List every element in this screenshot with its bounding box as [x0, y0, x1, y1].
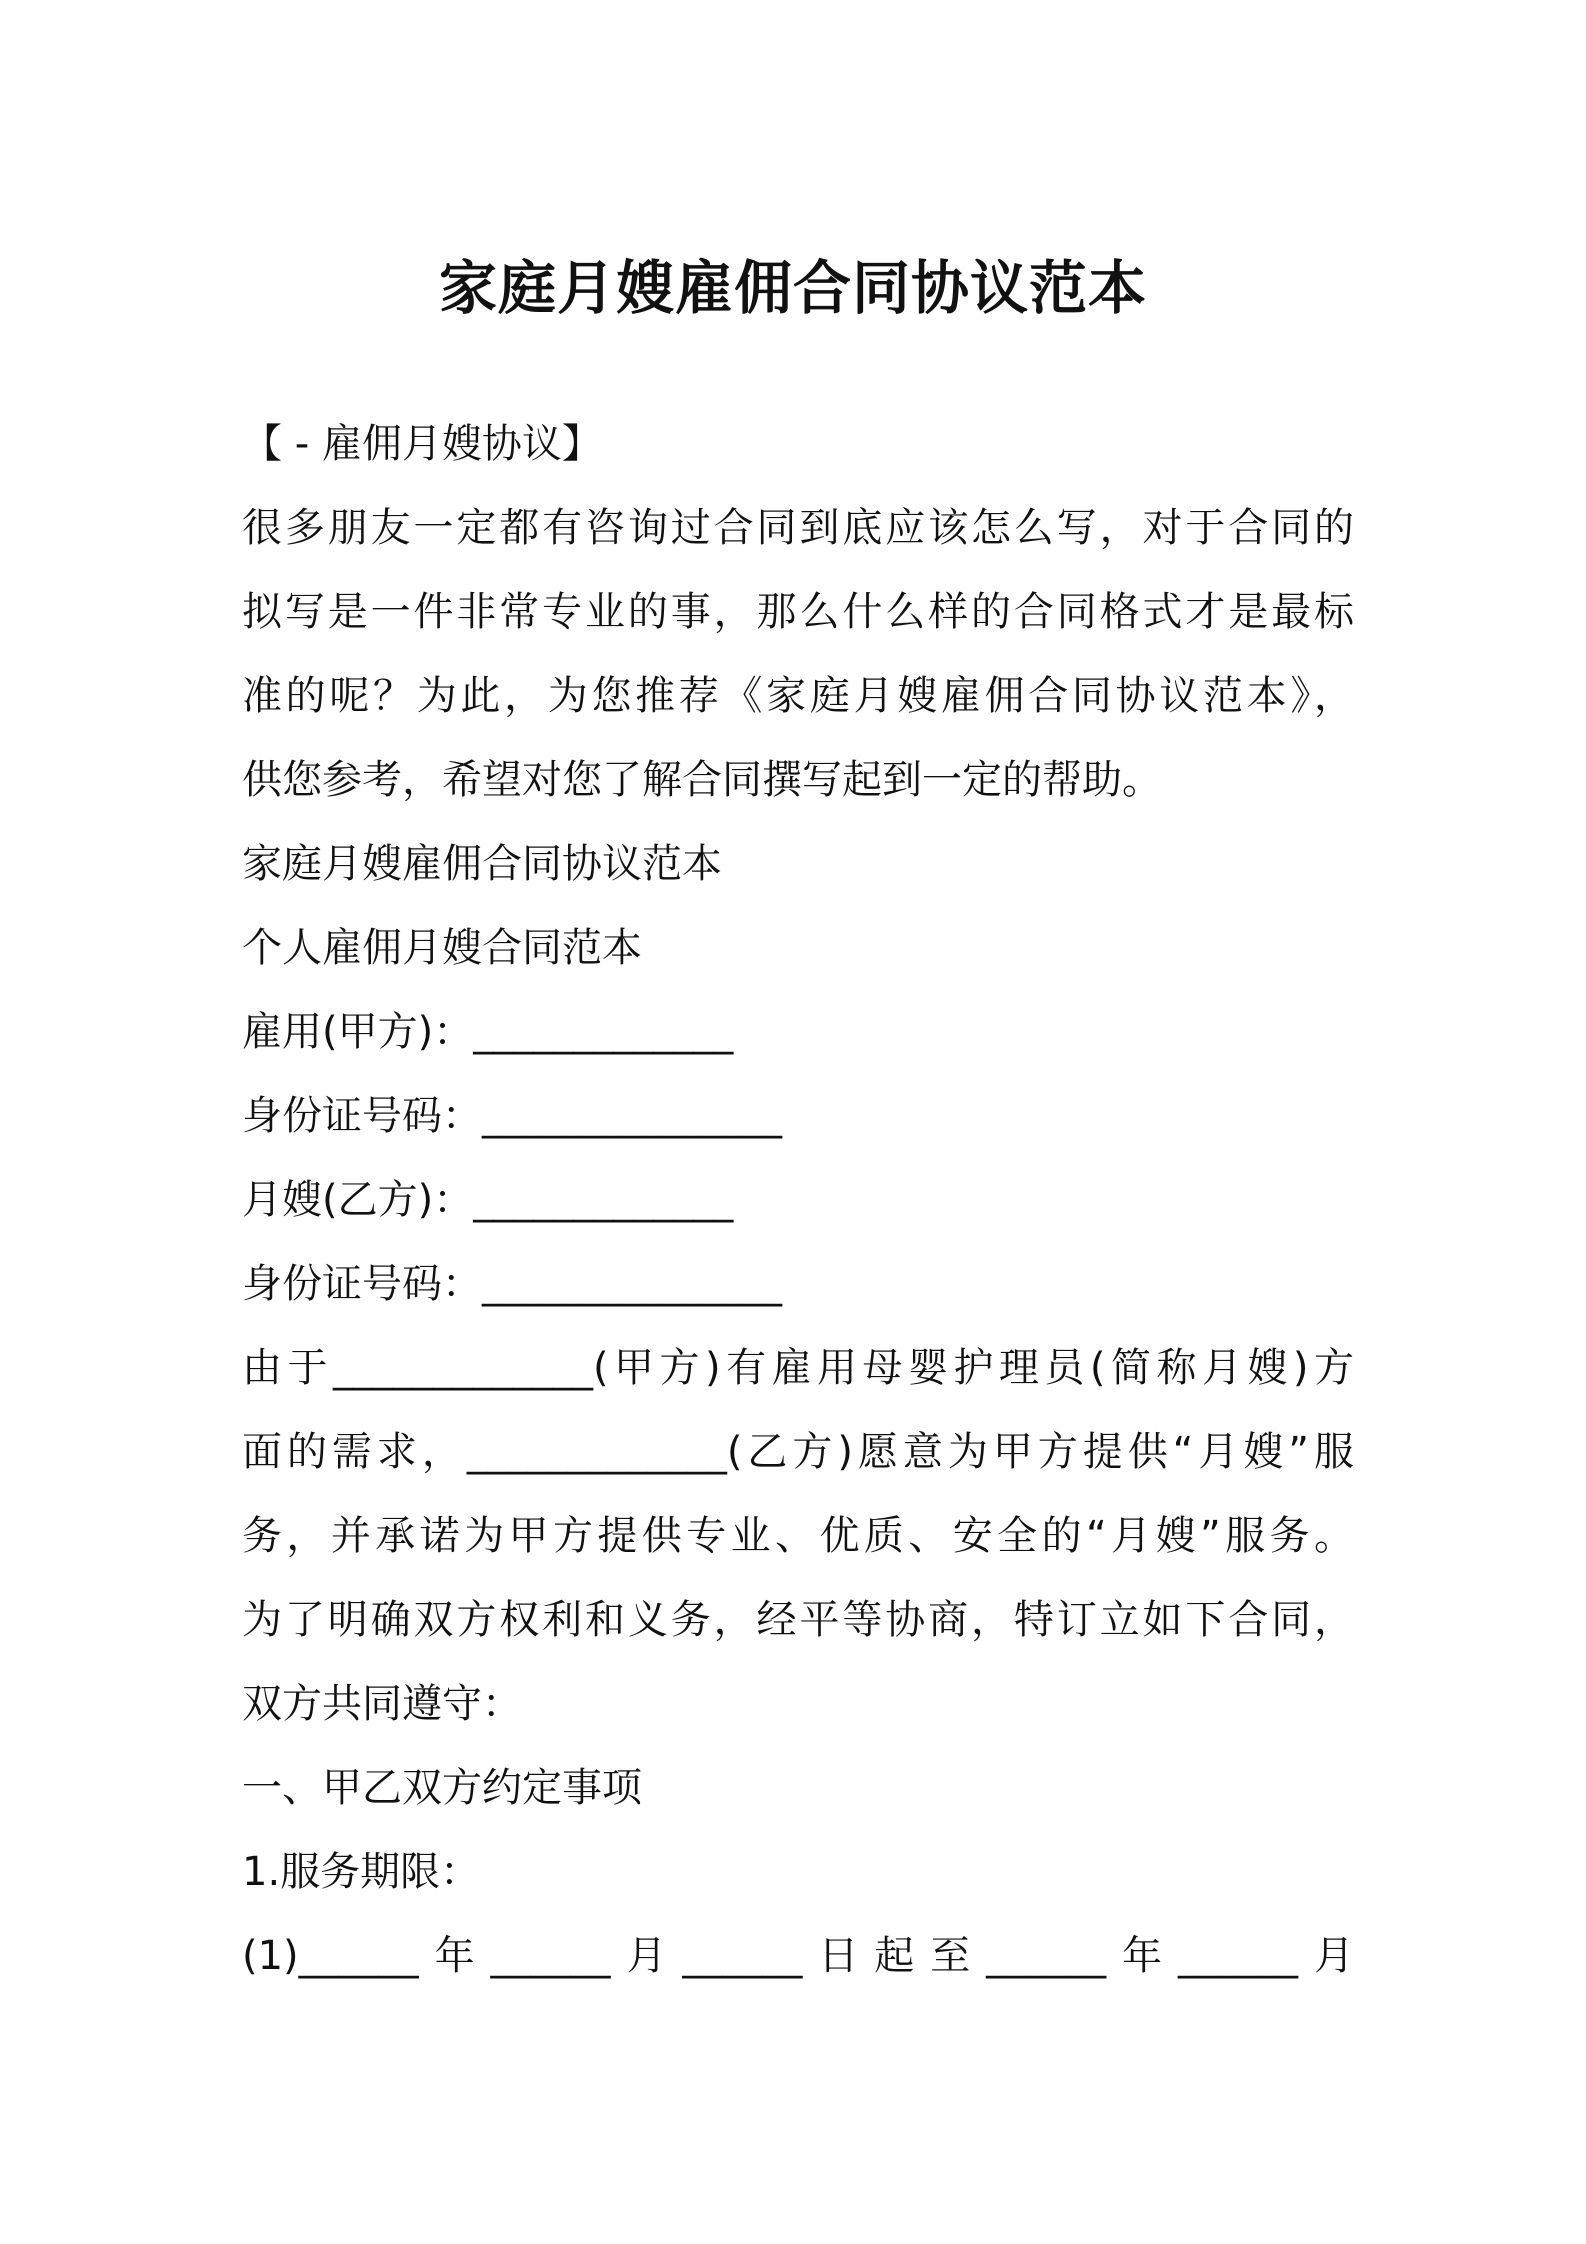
article-one-heading: 一、甲乙双方约定事项 [242, 1765, 642, 1811]
intro-paragraph-line-3: 准的呢？为此，为您推荐《家庭月嫂雇佣合同协议范本》， [242, 673, 1354, 719]
party-a-id-field: 身份证号码：_______________ [242, 1093, 782, 1139]
preamble-line-3: 务，并承诺为甲方提供专业、优质、安全的“月嫂”服务。 [242, 1513, 1354, 1559]
intro-paragraph-line-4: 供您参考，希望对您了解合同撰写起到一定的帮助。 [242, 757, 1162, 803]
party-a-field: 雇用(甲方)：_____________ [242, 1009, 734, 1055]
contract-type-heading: 个人雇佣月嫂合同范本 [242, 925, 642, 971]
preamble-line-4: 为了明确双方权利和义务，经平等协商，特订立如下合同， [242, 1597, 1354, 1643]
contract-subtitle: 家庭月嫂雇佣合同协议范本 [242, 841, 722, 887]
preamble-line-1: 由于_____________(甲方)有雇用母婴护理员(简称月嫂)方 [242, 1345, 1354, 1391]
document-title: 家庭月嫂雇佣合同协议范本 [438, 254, 1147, 322]
preamble-line-2: 面的需求，_____________(乙方)愿意为甲方提供“月嫂”服 [242, 1429, 1354, 1475]
intro-paragraph-line-1: 很多朋友一定都有咨询过合同到底应该怎么写，对于合同的 [242, 505, 1354, 551]
section-heading-hire-nanny: 【 - 雇佣月嫂协议】 [242, 421, 602, 467]
preamble-line-5: 双方共同遵守： [242, 1681, 522, 1727]
party-b-id-field: 身份证号码：_______________ [242, 1261, 782, 1307]
party-b-field: 月嫂(乙方)：_____________ [242, 1177, 734, 1223]
service-period-heading: 1.服务期限： [242, 1849, 481, 1895]
document-body [242, 402, 1354, 1998]
intro-paragraph-line-2: 拟写是一件非常专业的事，那么什么样的合同格式才是最标 [242, 589, 1354, 635]
service-period-dates: (1)______年______月______日起至______年______月 [242, 1933, 1354, 1979]
